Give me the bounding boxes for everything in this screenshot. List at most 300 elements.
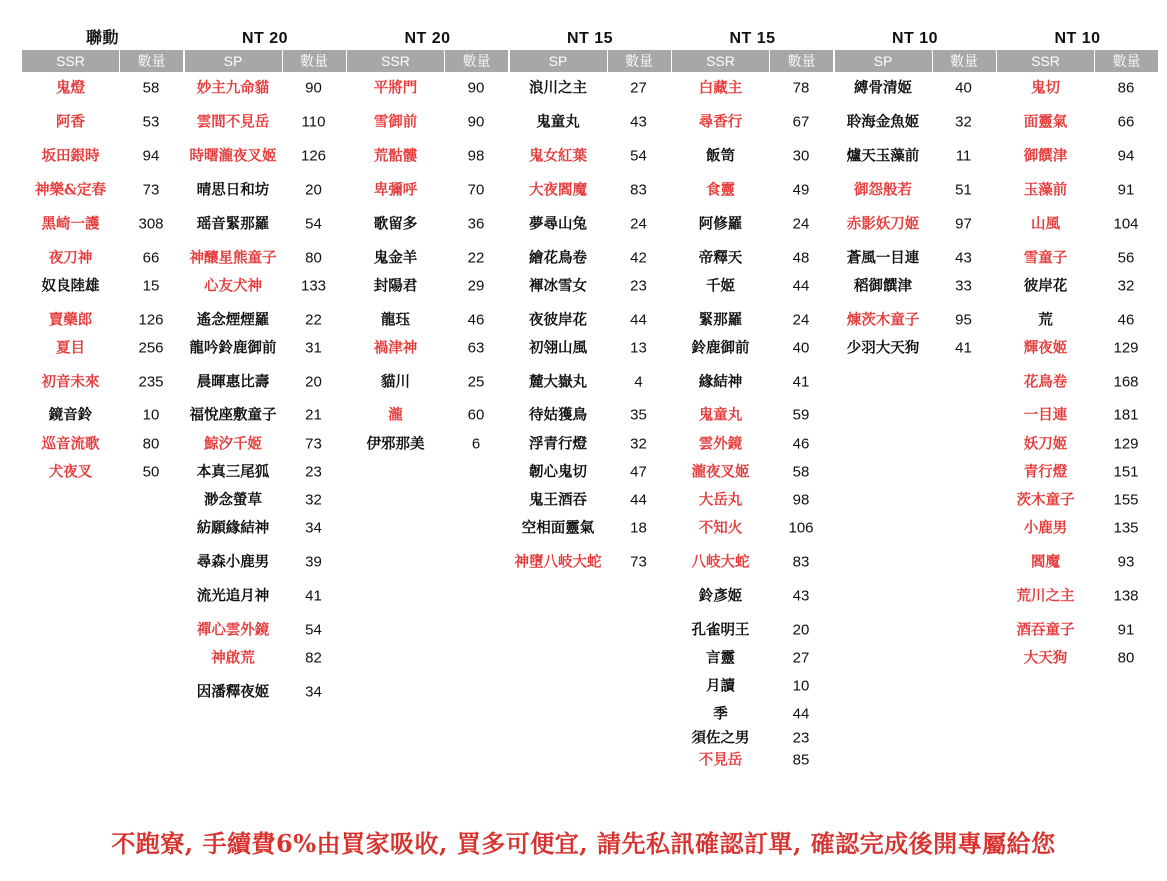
character-name: 鬼燈 (56, 79, 85, 97)
character-name: 瀧 (388, 406, 403, 424)
table-row (835, 182, 996, 199)
table-row (997, 80, 1158, 97)
table-row (22, 407, 183, 424)
quantity: 43 (792, 587, 810, 605)
table-row (185, 436, 346, 453)
header-type: SSR (672, 50, 770, 72)
character-name: 福悅座敷童子 (189, 406, 277, 424)
quantity: 85 (792, 751, 810, 769)
quantity: 94 (1117, 147, 1135, 165)
quantity: 41 (305, 587, 322, 605)
table-row (22, 148, 183, 165)
table-row (22, 374, 183, 391)
character-name: 食靈 (706, 181, 735, 199)
character-name: 彼岸花 (1023, 277, 1068, 295)
quantity: 129 (1113, 435, 1139, 453)
quantity: 256 (138, 339, 164, 357)
character-name: 本真三尾狐 (196, 463, 270, 481)
character-name: 神啟荒 (211, 649, 255, 667)
table-row (835, 148, 996, 165)
table-row (185, 588, 346, 605)
table-row (347, 278, 508, 295)
column-header (347, 50, 508, 72)
character-name: 鏡音鈴 (48, 406, 93, 424)
quantity: 66 (1117, 113, 1135, 131)
character-name: 小鹿男 (1023, 519, 1068, 537)
quantity: 42 (630, 249, 647, 267)
header-quantity: 數量 (1112, 53, 1141, 69)
table-row (22, 436, 183, 453)
column-group (510, 28, 671, 571)
quantity: 94 (142, 147, 160, 165)
character-name: 季 (713, 705, 728, 723)
quantity: 126 (138, 311, 164, 329)
character-name: 鈴鹿御前 (691, 339, 750, 357)
group-title: NT 15 (729, 30, 776, 47)
character-name: 賣藥郎 (48, 311, 93, 329)
table-row (185, 340, 346, 357)
header-type: SSR (997, 50, 1095, 72)
table-row (997, 148, 1158, 165)
table-row (22, 250, 183, 267)
character-name: 荒川之主 (1016, 587, 1075, 605)
character-name: 鬼金羊 (373, 249, 418, 267)
character-name: 赤影妖刀姬 (846, 215, 920, 233)
quantity: 63 (467, 339, 485, 357)
table-row (347, 114, 508, 131)
character-name: 阿香 (56, 113, 85, 131)
character-name: 待姑獲鳥 (529, 406, 587, 424)
table-row (185, 374, 346, 391)
table-row (22, 80, 183, 97)
table-row (997, 588, 1158, 605)
table-row (510, 312, 671, 329)
table-row (835, 340, 996, 357)
table-row (672, 148, 833, 165)
quantity: 33 (955, 277, 972, 295)
character-name: 縛骨清姬 (854, 79, 912, 97)
quantity: 308 (138, 215, 164, 233)
table-row (347, 340, 508, 357)
character-name: 蒼風一目連 (846, 249, 920, 267)
character-name: 稻御饌津 (854, 277, 912, 295)
group-title: NT 15 (566, 30, 614, 47)
quantity: 39 (305, 553, 322, 571)
table-row (22, 278, 183, 295)
character-name: 浮青行燈 (529, 435, 587, 453)
character-name: 平將門 (373, 79, 418, 97)
character-name: 犬夜叉 (48, 463, 93, 481)
quantity: 155 (1113, 491, 1139, 509)
character-name: 八岐大蛇 (691, 553, 750, 571)
table-row (510, 374, 671, 391)
column-header (997, 50, 1158, 72)
column-group (185, 28, 346, 701)
quantity: 60 (467, 406, 485, 424)
table-row (672, 80, 833, 97)
table-row (347, 250, 508, 267)
table-row (997, 554, 1158, 571)
table-row (997, 520, 1158, 537)
table-row (997, 216, 1158, 233)
quantity: 95 (955, 311, 972, 329)
quantity: 40 (792, 339, 810, 357)
table-row (997, 312, 1158, 329)
quantity: 10 (792, 677, 810, 695)
table-row (510, 216, 671, 233)
quantity: 32 (955, 113, 972, 131)
quantity: 22 (305, 311, 322, 329)
character-name: 初音未來 (41, 373, 100, 391)
quantity: 41 (792, 373, 810, 391)
quantity: 31 (305, 339, 322, 357)
quantity: 78 (792, 79, 810, 97)
table-row (22, 312, 183, 329)
quantity: 83 (792, 553, 810, 571)
table-row (672, 650, 833, 667)
quantity: 18 (630, 519, 647, 537)
character-name: 大岳丸 (698, 491, 743, 509)
quantity: 168 (1113, 373, 1139, 391)
table-row (185, 464, 346, 481)
quantity: 133 (300, 277, 327, 295)
quantity: 54 (305, 621, 322, 639)
quantity: 106 (788, 519, 814, 537)
character-name: 玉藻前 (1023, 181, 1068, 199)
quantity: 93 (1117, 553, 1135, 571)
header-quantity: 數量 (625, 53, 653, 69)
group-title: 聯動 (85, 30, 119, 47)
character-name: 千姬 (706, 277, 735, 295)
quantity: 56 (1117, 249, 1135, 267)
table-row (510, 464, 671, 481)
table-row (22, 340, 183, 357)
character-name: 繪花鳥卷 (529, 249, 587, 267)
character-name: 坂田銀時 (41, 147, 100, 165)
character-name: 神墮八岐大蛇 (514, 553, 602, 571)
character-name: 心友犬神 (204, 277, 262, 295)
quantity: 22 (467, 249, 485, 267)
quantity: 6 (471, 435, 481, 453)
table-row (997, 278, 1158, 295)
table-row (185, 520, 346, 537)
table-row (510, 278, 671, 295)
table-row (185, 278, 346, 295)
character-name: 山風 (1031, 215, 1060, 233)
character-name: 荒 (1038, 311, 1053, 329)
character-name: 鬼切 (1031, 79, 1060, 97)
table-row (672, 312, 833, 329)
table-row (997, 250, 1158, 267)
character-name: 不見岳 (698, 751, 743, 769)
quantity: 54 (305, 215, 322, 233)
character-name: 飯笥 (706, 147, 735, 165)
quantity: 110 (301, 113, 326, 131)
quantity: 32 (1117, 277, 1135, 295)
table-row (510, 554, 671, 571)
table-row (835, 312, 996, 329)
table-row (672, 374, 833, 391)
quantity: 50 (142, 463, 160, 481)
character-name: 輝夜姬 (1023, 339, 1068, 357)
character-name: 面靈氣 (1023, 113, 1068, 131)
table-row (185, 250, 346, 267)
quantity: 20 (792, 621, 810, 639)
character-name: 阿修羅 (698, 215, 743, 233)
character-name: 卑彌呼 (373, 181, 418, 199)
table-row (347, 80, 508, 97)
character-name: 渺念螢草 (204, 491, 262, 509)
table-row (997, 650, 1158, 667)
table-row (672, 182, 833, 199)
character-name: 花鳥卷 (1023, 373, 1068, 391)
character-name: 因潘釋夜姬 (196, 683, 270, 701)
quantity: 59 (792, 406, 810, 424)
quantity: 54 (630, 147, 647, 165)
quantity: 138 (1113, 587, 1139, 605)
table-row (672, 588, 833, 605)
character-name: 歌留多 (373, 215, 418, 233)
quantity: 25 (467, 373, 485, 391)
character-name: 封陽君 (373, 277, 418, 295)
header-type: SSR (347, 50, 445, 72)
character-name: 雲間不見岳 (196, 113, 270, 131)
table-row (835, 250, 996, 267)
quantity: 73 (305, 435, 322, 453)
quantity: 83 (630, 181, 647, 199)
table-row (672, 492, 833, 509)
quantity: 73 (630, 553, 647, 571)
character-name: 煉茨木童子 (846, 311, 920, 329)
character-name: 鬼王酒吞 (529, 491, 587, 509)
table-row (997, 374, 1158, 391)
table-row (997, 407, 1158, 424)
character-name: 一目連 (1023, 406, 1068, 424)
quantity: 24 (630, 215, 647, 233)
table-row (672, 250, 833, 267)
table-row (672, 216, 833, 233)
quantity: 4 (634, 373, 643, 391)
quantity: 90 (467, 113, 485, 131)
table-row (510, 148, 671, 165)
quantity: 91 (1117, 621, 1135, 639)
table-row (997, 340, 1158, 357)
character-name: 御怨般若 (854, 181, 912, 199)
character-name: 韌心鬼切 (529, 463, 587, 481)
table-row (997, 622, 1158, 639)
character-name: 月讀 (706, 677, 735, 695)
character-name: 黑崎一護 (41, 215, 100, 233)
character-name: 紡願緣結神 (196, 519, 270, 537)
table-row (997, 464, 1158, 481)
table-row (672, 752, 833, 769)
group-title: NT 10 (1054, 30, 1101, 47)
character-name: 瑶音緊那羅 (196, 215, 270, 233)
header-quantity: 數量 (137, 53, 166, 69)
column-header (672, 50, 833, 72)
table-row (347, 182, 508, 199)
quantity: 80 (305, 249, 322, 267)
quantity: 40 (955, 79, 972, 97)
character-name: 神釀星熊童子 (189, 249, 277, 267)
quantity: 70 (467, 181, 485, 199)
quantity: 13 (630, 339, 647, 357)
header-type: SP (835, 50, 933, 72)
quantity: 34 (305, 519, 322, 537)
quantity: 44 (792, 705, 810, 723)
table-row (185, 216, 346, 233)
table-row (672, 436, 833, 453)
character-name: 尋森小鹿男 (196, 553, 270, 571)
character-name: 鈴彥姬 (698, 587, 743, 605)
table-row (997, 182, 1158, 199)
character-name: 空相面靈氣 (521, 519, 595, 537)
character-name: 禍津神 (373, 339, 418, 357)
quantity: 11 (955, 147, 972, 165)
table-row (22, 114, 183, 131)
table-row (185, 80, 346, 97)
quantity: 126 (300, 147, 327, 165)
character-name: 瀧夜叉姬 (691, 463, 750, 481)
quantity: 43 (630, 113, 647, 131)
character-name: 龍珏 (381, 311, 410, 329)
table-row (22, 464, 183, 481)
table-row (835, 80, 996, 97)
quantity: 24 (792, 215, 810, 233)
quantity: 46 (1117, 311, 1135, 329)
header-type: SSR (22, 50, 120, 72)
header-quantity: 數量 (300, 53, 328, 69)
group-title: NT 20 (241, 30, 289, 47)
table-row (835, 114, 996, 131)
quantity: 43 (955, 249, 972, 267)
footer-note: 不跑寮, 手續費6%由買家吸收, 買多可便宜, 請先私訊確認訂單, 確認完成後開專屬給您 (111, 829, 1056, 858)
quantity: 46 (467, 311, 485, 329)
quantity: 46 (792, 435, 810, 453)
table-row (672, 520, 833, 537)
quantity: 48 (792, 249, 810, 267)
quantity: 20 (305, 373, 322, 391)
table-row (185, 684, 346, 701)
column-group (672, 28, 833, 769)
quantity: 135 (1113, 519, 1139, 537)
table-row (510, 436, 671, 453)
header-quantity: 數量 (462, 53, 491, 69)
character-name: 爐天玉藻前 (846, 147, 920, 165)
character-name: 奴良陸雄 (41, 277, 100, 295)
character-name: 御饌津 (1023, 147, 1068, 165)
character-name: 雪御前 (373, 113, 418, 131)
table-row (22, 216, 183, 233)
table-row (510, 340, 671, 357)
quantity: 73 (142, 181, 160, 199)
quantity: 32 (305, 491, 322, 509)
table-row (672, 706, 833, 723)
character-name: 茨木童子 (1016, 491, 1075, 509)
quantity: 30 (792, 147, 810, 165)
character-name: 緊那羅 (698, 311, 743, 329)
character-name: 夏目 (56, 339, 85, 357)
character-name: 時曙瀧夜叉姬 (189, 147, 277, 165)
quantity: 23 (305, 463, 322, 481)
table-row (672, 278, 833, 295)
quantity: 51 (955, 181, 972, 199)
table-row (672, 114, 833, 131)
table-row (347, 436, 508, 453)
character-name: 聆海金魚姬 (846, 113, 920, 131)
header-type: SP (185, 50, 283, 72)
table-row (185, 114, 346, 131)
quantity: 91 (1117, 181, 1135, 199)
table-row (22, 182, 183, 199)
quantity: 27 (630, 79, 647, 97)
character-name: 鬼童丸 (698, 406, 743, 424)
quantity: 44 (630, 311, 647, 329)
quantity: 80 (142, 435, 160, 453)
table-row (185, 492, 346, 509)
character-name: 大天狗 (1023, 649, 1068, 667)
character-name: 麓大嶽丸 (529, 373, 587, 391)
character-name: 青行燈 (1023, 463, 1068, 481)
table-row (997, 436, 1158, 453)
quantity: 15 (142, 277, 160, 295)
column-group (835, 28, 996, 357)
table-row (510, 182, 671, 199)
table-row (672, 407, 833, 424)
table-row (510, 80, 671, 97)
table-row (185, 407, 346, 424)
character-name: 妙主九命貓 (196, 79, 270, 97)
character-name: 鬼女紅葉 (529, 147, 587, 165)
quantity: 23 (792, 729, 810, 747)
character-name: 流光追月神 (196, 587, 270, 605)
character-name: 夜刀神 (48, 249, 93, 267)
table-row (510, 250, 671, 267)
quantity: 32 (630, 435, 647, 453)
character-name: 妖刀姬 (1023, 435, 1068, 453)
character-name: 巡音流歌 (41, 435, 100, 453)
quantity: 98 (792, 491, 810, 509)
quantity: 47 (630, 463, 647, 481)
quantity: 49 (792, 181, 810, 199)
character-name: 雲外鏡 (698, 435, 743, 453)
column-group (347, 28, 508, 453)
table-row (510, 407, 671, 424)
table-row (185, 148, 346, 165)
character-name: 酒吞童子 (1016, 621, 1075, 639)
character-name: 神樂&定春 (34, 181, 107, 199)
quantity: 21 (305, 406, 322, 424)
character-name: 鬼童丸 (536, 113, 580, 131)
header-quantity: 數量 (787, 53, 816, 69)
quantity: 44 (792, 277, 810, 295)
header-quantity: 數量 (950, 53, 978, 69)
quantity: 36 (467, 215, 485, 233)
table-row (185, 554, 346, 571)
quantity: 80 (1117, 649, 1135, 667)
quantity: 41 (955, 339, 972, 357)
quantity: 86 (1117, 79, 1135, 97)
character-name: 鯨汐千姬 (204, 435, 262, 453)
column-group (997, 28, 1158, 667)
character-name: 閻魔 (1031, 553, 1060, 571)
quantity: 90 (467, 79, 485, 97)
character-name: 禪心雲外鏡 (196, 621, 270, 639)
character-name: 夜彼岸花 (529, 311, 587, 329)
quantity: 24 (792, 311, 810, 329)
quantity: 10 (142, 406, 160, 424)
column-group (22, 28, 183, 481)
